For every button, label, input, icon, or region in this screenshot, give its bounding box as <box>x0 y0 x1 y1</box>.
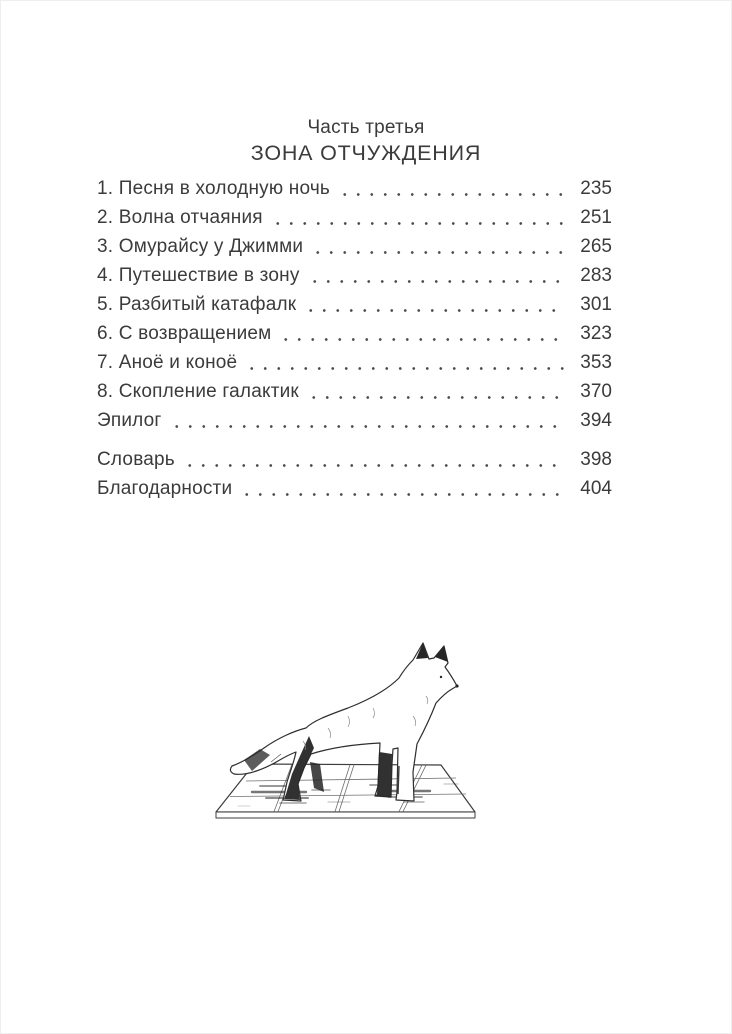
dot-leader <box>308 261 564 290</box>
part-label: Часть третья <box>307 117 425 138</box>
toc-entry-label: 3. Омурайсу у Джимми <box>97 236 304 257</box>
toc-entry-page: 404 <box>580 478 612 499</box>
toc-entry <box>97 232 612 261</box>
dot-leader <box>271 203 564 232</box>
toc-entry-label: Словарь <box>97 449 175 470</box>
fox-illustration-svg <box>208 616 502 848</box>
toc-entry-page: 235 <box>580 178 612 199</box>
toc-entry <box>97 406 612 435</box>
toc-entry-label: 2. Волна отчаяния <box>97 207 263 228</box>
dot-leader <box>279 319 564 348</box>
toc-entry-page: 283 <box>580 265 612 286</box>
toc-entry <box>97 474 612 503</box>
toc-entry <box>97 261 612 290</box>
dot-leader <box>338 174 564 203</box>
toc-list <box>97 174 612 503</box>
toc-entry-page: 370 <box>580 381 612 402</box>
toc-entry-page: 323 <box>580 323 612 344</box>
dot-leader <box>240 474 564 503</box>
toc-entry-label: 5. Разбитый катафалк <box>97 294 297 315</box>
toc-entry-label: 8. Скопление галактик <box>97 381 299 402</box>
dot-leader <box>311 232 564 261</box>
toc-entry-page: 398 <box>580 449 612 470</box>
toc-entry <box>97 290 612 319</box>
dot-leader <box>170 406 564 435</box>
toc-entry <box>97 377 612 406</box>
toc-entry <box>97 174 612 203</box>
toc-header <box>0 116 732 167</box>
toc-entry <box>97 203 612 232</box>
fox-illustration <box>208 616 502 848</box>
toc-entry-label: 7. Аноё и коноё <box>97 352 238 373</box>
toc-entry-page: 251 <box>580 207 612 228</box>
toc-entry <box>97 348 612 377</box>
toc-entry-page: 394 <box>580 410 612 431</box>
dot-leader <box>304 290 564 319</box>
toc-entry-label: 6. С возвращением <box>97 323 272 344</box>
part-title: ЗОНА ОТЧУЖДЕНИЯ <box>250 141 482 165</box>
toc-entry-label: Эпилог <box>97 410 162 431</box>
toc-entry-page: 265 <box>580 236 612 257</box>
toc-entry <box>97 319 612 348</box>
toc-entry-label: 4. Путешествие в зону <box>97 265 300 286</box>
toc-entry-label: 1. Песня в холодную ночь <box>97 178 331 199</box>
toc-entry <box>97 445 612 474</box>
toc-entry-page: 301 <box>580 294 612 315</box>
dot-leader <box>245 348 564 377</box>
dot-leader <box>183 445 564 474</box>
toc-entry-page: 353 <box>580 352 612 373</box>
dot-leader <box>307 377 564 406</box>
toc-entry-label: Благодарности <box>97 478 233 499</box>
